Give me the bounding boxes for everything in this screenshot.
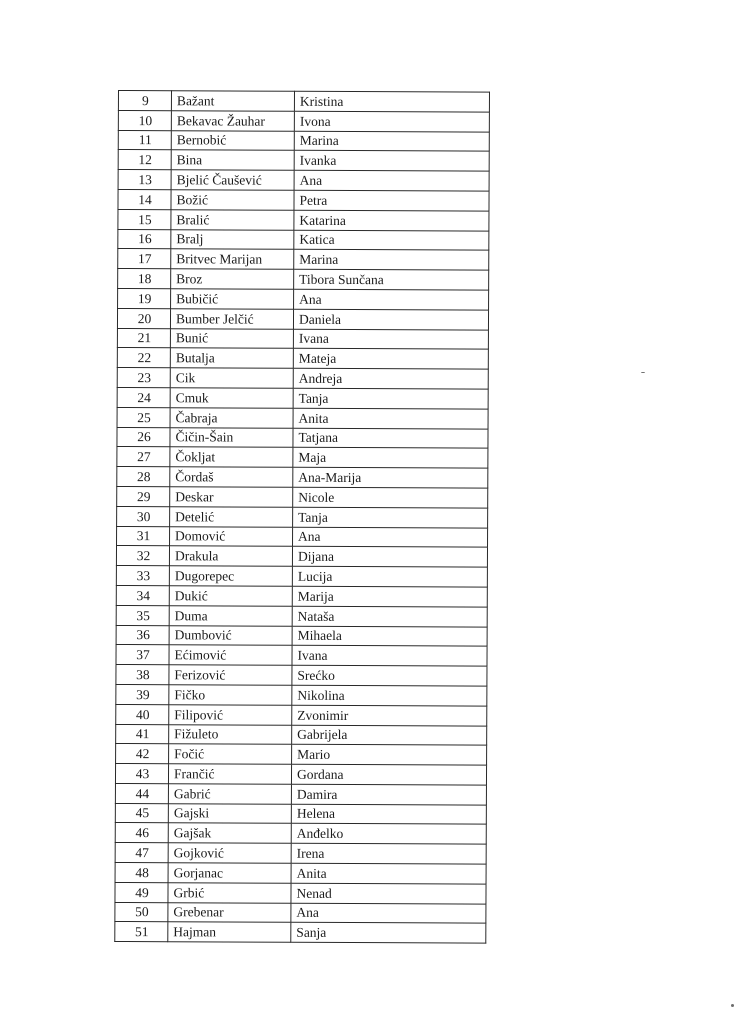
row-number: 25 bbox=[117, 407, 170, 427]
table-row bbox=[117, 348, 488, 369]
row-number: 15 bbox=[118, 209, 171, 229]
given-name-cell: Dijana bbox=[292, 547, 487, 568]
table-row bbox=[116, 585, 487, 606]
row-number: 31 bbox=[117, 526, 170, 546]
surname-cell: Bekavac Žauhar bbox=[171, 111, 294, 131]
row-number: 14 bbox=[118, 189, 171, 209]
given-name-cell: Nicole bbox=[293, 487, 488, 508]
given-name-cell: Gordana bbox=[291, 764, 486, 785]
surname-cell: Domović bbox=[170, 526, 293, 546]
row-number: 10 bbox=[118, 110, 171, 130]
table-row bbox=[115, 764, 486, 785]
surname-cell: Cmuk bbox=[170, 388, 293, 408]
given-name-cell: Zvonimir bbox=[292, 705, 487, 726]
table-row bbox=[118, 170, 489, 191]
row-number: 24 bbox=[117, 387, 170, 407]
given-name-cell: Ivanka bbox=[294, 151, 489, 172]
surname-cell: Dugorepec bbox=[169, 566, 292, 586]
name-list-body bbox=[115, 91, 490, 944]
scan-speck bbox=[641, 372, 645, 373]
table-row bbox=[118, 189, 489, 210]
surname-cell: Bumber Jelčić bbox=[170, 308, 293, 328]
table-row bbox=[116, 704, 487, 725]
surname-cell: Ferizović bbox=[169, 665, 292, 685]
row-number: 22 bbox=[117, 348, 170, 368]
given-name-cell: Anita bbox=[291, 863, 486, 884]
given-name-cell: Sanja bbox=[291, 923, 486, 944]
surname-cell: Čičin-Šain bbox=[170, 427, 293, 447]
surname-cell: Čordaš bbox=[170, 467, 293, 487]
table-row bbox=[116, 684, 487, 705]
given-name-cell: Marina bbox=[294, 131, 489, 152]
surname-cell: Dukić bbox=[169, 586, 292, 606]
table-row bbox=[117, 328, 488, 349]
surname-cell: Ećimović bbox=[169, 645, 292, 665]
row-number: 30 bbox=[117, 506, 170, 526]
row-number: 13 bbox=[118, 170, 171, 190]
row-number: 39 bbox=[116, 684, 169, 704]
row-number: 17 bbox=[118, 249, 171, 269]
row-number: 21 bbox=[117, 328, 170, 348]
table-row bbox=[118, 130, 489, 151]
given-name-cell: Nataša bbox=[292, 606, 487, 627]
table-row bbox=[118, 150, 489, 171]
table-row bbox=[116, 645, 487, 666]
surname-cell: Deskar bbox=[170, 487, 293, 507]
name-list-table bbox=[114, 90, 490, 944]
surname-cell: Cik bbox=[170, 368, 293, 388]
table-row bbox=[117, 407, 488, 428]
surname-cell: Frančić bbox=[168, 764, 291, 784]
given-name-cell: Kristina bbox=[294, 91, 489, 112]
surname-cell: Bubičić bbox=[171, 289, 294, 309]
surname-cell: Fižuleto bbox=[169, 724, 292, 744]
row-number: 19 bbox=[118, 288, 171, 308]
row-number: 26 bbox=[117, 427, 170, 447]
row-number: 45 bbox=[115, 803, 168, 823]
row-number: 20 bbox=[117, 308, 170, 328]
surname-cell: Bina bbox=[171, 150, 294, 170]
row-number: 18 bbox=[118, 269, 171, 289]
row-number: 33 bbox=[116, 566, 169, 586]
given-name-cell: Lucija bbox=[292, 566, 487, 587]
table-row bbox=[116, 566, 487, 587]
table-row bbox=[118, 288, 489, 309]
surname-cell: Gajšak bbox=[168, 823, 291, 843]
surname-cell: Gajski bbox=[168, 803, 291, 823]
surname-cell: Božić bbox=[171, 190, 294, 210]
table-row bbox=[117, 506, 488, 527]
row-number: 50 bbox=[115, 902, 168, 922]
row-number: 28 bbox=[117, 467, 170, 487]
table-row bbox=[118, 249, 489, 270]
given-name-cell: Mario bbox=[292, 745, 487, 766]
given-name-cell: Ana-Marija bbox=[293, 467, 488, 488]
table-row bbox=[117, 467, 488, 488]
given-name-cell: Ivana bbox=[292, 646, 487, 667]
surname-cell: Bralj bbox=[171, 229, 294, 249]
given-name-cell: Tanja bbox=[293, 507, 488, 528]
given-name-cell: Helena bbox=[291, 804, 486, 825]
table-row bbox=[116, 744, 487, 765]
row-number: 49 bbox=[115, 882, 168, 902]
row-number: 36 bbox=[116, 625, 169, 645]
table-row bbox=[116, 724, 487, 745]
surname-cell: Čokljat bbox=[170, 447, 293, 467]
row-number: 48 bbox=[115, 863, 168, 883]
given-name-cell: Ana bbox=[294, 289, 489, 310]
given-name-cell: Tatjana bbox=[293, 428, 488, 449]
row-number: 51 bbox=[115, 922, 168, 942]
given-name-cell: Tanja bbox=[293, 388, 488, 409]
table-row bbox=[118, 209, 489, 230]
row-number: 35 bbox=[116, 605, 169, 625]
row-number: 47 bbox=[115, 843, 168, 863]
table-row bbox=[115, 863, 486, 884]
given-name-cell: Irena bbox=[291, 844, 486, 865]
table-row bbox=[115, 803, 486, 824]
table-row bbox=[118, 229, 489, 250]
table-row bbox=[117, 387, 488, 408]
given-name-cell: Marina bbox=[294, 250, 489, 271]
given-name-cell: Ana bbox=[294, 170, 489, 191]
given-name-cell: Ivana bbox=[293, 329, 488, 350]
surname-cell: Grebenar bbox=[168, 902, 291, 922]
surname-cell: Butalja bbox=[170, 348, 293, 368]
table-row bbox=[118, 110, 489, 131]
table-row bbox=[116, 546, 487, 567]
surname-cell: Fičko bbox=[169, 685, 292, 705]
given-name-cell: Ana bbox=[293, 527, 488, 548]
surname-cell: Duma bbox=[169, 605, 292, 625]
surname-cell: Filipović bbox=[169, 704, 292, 724]
scan-speck bbox=[731, 1004, 734, 1007]
given-name-cell: Anđelko bbox=[291, 824, 486, 845]
table-row bbox=[118, 269, 489, 290]
given-name-cell: Katica bbox=[294, 230, 489, 251]
row-number: 34 bbox=[116, 585, 169, 605]
surname-cell: Detelić bbox=[170, 506, 293, 526]
given-name-cell: Petra bbox=[294, 190, 489, 211]
table-row bbox=[118, 91, 489, 112]
given-name-cell: Damira bbox=[291, 784, 486, 805]
surname-cell: Drakula bbox=[169, 546, 292, 566]
surname-cell: Dumbović bbox=[169, 625, 292, 645]
row-number: 42 bbox=[116, 744, 169, 764]
table-row bbox=[117, 447, 488, 468]
table-row bbox=[115, 922, 486, 943]
row-number: 38 bbox=[116, 665, 169, 685]
surname-cell: Gabrić bbox=[168, 784, 291, 804]
surname-cell: Bjelić Čaušević bbox=[171, 170, 294, 190]
surname-cell: Bernobić bbox=[171, 130, 294, 150]
table-row bbox=[115, 843, 486, 864]
surname-cell: Britvec Marijan bbox=[171, 249, 294, 269]
given-name-cell: Mihaela bbox=[292, 626, 487, 647]
surname-cell: Bažant bbox=[171, 91, 294, 111]
surname-cell: Bunić bbox=[170, 328, 293, 348]
surname-cell: Gojković bbox=[168, 843, 291, 863]
row-number: 44 bbox=[115, 783, 168, 803]
row-number: 32 bbox=[116, 546, 169, 566]
row-number: 11 bbox=[118, 130, 171, 150]
given-name-cell: Anita bbox=[293, 408, 488, 429]
surname-cell: Broz bbox=[171, 269, 294, 289]
table-row bbox=[117, 427, 488, 448]
table-row bbox=[117, 486, 488, 507]
row-number: 43 bbox=[115, 764, 168, 784]
table-row bbox=[115, 823, 486, 844]
row-number: 12 bbox=[118, 150, 171, 170]
given-name-cell: Ivona bbox=[294, 111, 489, 132]
given-name-cell: Nenad bbox=[291, 883, 486, 904]
given-name-cell: Srećko bbox=[292, 665, 487, 686]
given-name-cell: Gabrijela bbox=[292, 725, 487, 746]
surname-cell: Čabraja bbox=[170, 407, 293, 427]
table-row bbox=[116, 665, 487, 686]
table-row bbox=[115, 902, 486, 923]
row-number: 46 bbox=[115, 823, 168, 843]
given-name-cell: Andreja bbox=[293, 368, 488, 389]
given-name-cell: Mateja bbox=[293, 349, 488, 370]
row-number: 37 bbox=[116, 645, 169, 665]
table-row bbox=[117, 526, 488, 547]
given-name-cell: Tibora Sunčana bbox=[294, 269, 489, 290]
row-number: 23 bbox=[117, 368, 170, 388]
given-name-cell: Marija bbox=[292, 586, 487, 607]
row-number: 27 bbox=[117, 447, 170, 467]
row-number: 41 bbox=[116, 724, 169, 744]
given-name-cell: Katarina bbox=[294, 210, 489, 231]
table-row bbox=[116, 605, 487, 626]
surname-cell: Gorjanac bbox=[168, 863, 291, 883]
surname-cell: Bralić bbox=[171, 210, 294, 230]
row-number: 16 bbox=[118, 229, 171, 249]
given-name-cell: Daniela bbox=[293, 309, 488, 330]
surname-cell: Grbić bbox=[168, 883, 291, 903]
row-number: 9 bbox=[118, 91, 171, 111]
table-row bbox=[117, 368, 488, 389]
row-number: 40 bbox=[116, 704, 169, 724]
table-row bbox=[115, 882, 486, 903]
given-name-cell: Maja bbox=[293, 448, 488, 469]
given-name-cell: Ana bbox=[291, 903, 486, 924]
table-row bbox=[117, 308, 488, 329]
row-number: 29 bbox=[117, 486, 170, 506]
surname-cell: Fočić bbox=[169, 744, 292, 764]
given-name-cell: Nikolina bbox=[292, 685, 487, 706]
table-row bbox=[115, 783, 486, 804]
surname-cell: Hajman bbox=[168, 922, 291, 942]
table-row bbox=[116, 625, 487, 646]
